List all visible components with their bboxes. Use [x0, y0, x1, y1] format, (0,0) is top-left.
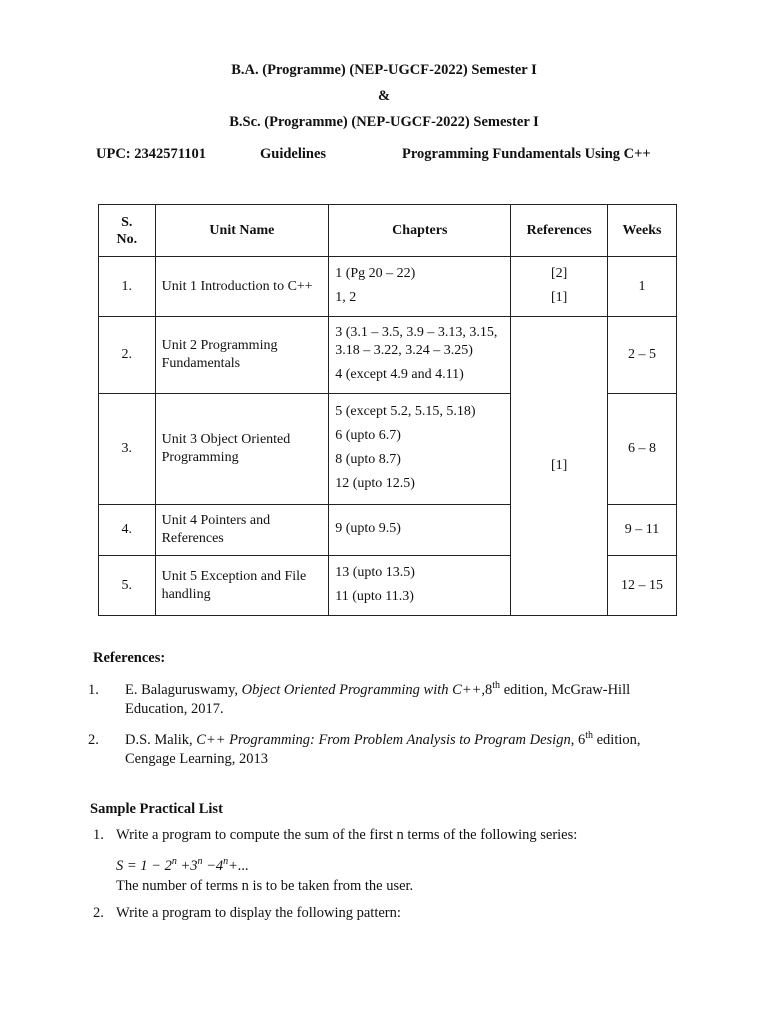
- row-unit-name: Unit 4 Pointers and References: [155, 505, 329, 556]
- row-chapters: [329, 317, 511, 394]
- chapter-entry: 1, 2: [335, 289, 357, 305]
- units-table: [98, 204, 677, 616]
- formula-exponent: n: [223, 856, 229, 868]
- row-sno: 5.: [99, 556, 156, 616]
- practical-text: Write a program to display the following pattern:: [116, 905, 401, 921]
- header-unit-name: Unit Name: [155, 205, 329, 257]
- reference-text: [125, 731, 685, 769]
- chapter-entry: 5 (except 5.2, 5.15, 5.18): [335, 404, 476, 419]
- reference-entry: [2]: [551, 265, 568, 281]
- row-chapters: [329, 257, 511, 317]
- row-weeks: 6 – 8: [607, 394, 676, 505]
- practical-heading: Sample Practical List: [90, 801, 223, 817]
- table-header-row: [99, 205, 677, 257]
- row-unit-name: Unit 1 Introduction to C++: [155, 257, 329, 317]
- row-weeks: 2 – 5: [607, 317, 676, 394]
- row-chapters: [329, 556, 511, 616]
- chapter-entry: 1 (Pg 20 – 22): [335, 265, 416, 281]
- header-sno-line1: S.: [121, 214, 133, 230]
- guidelines-label: Guidelines: [260, 146, 327, 162]
- series-formula: [116, 858, 249, 875]
- formula-exponent: n: [197, 856, 203, 868]
- chapter-entry: 6 (upto 6.7): [335, 428, 401, 443]
- reference-publisher: edition, McGraw-Hill Education, 2017.: [125, 682, 631, 717]
- header-sno-line2: No.: [116, 231, 138, 247]
- chapter-entry: 13 (upto 13.5): [335, 564, 415, 580]
- row-sno: 4.: [99, 505, 156, 556]
- header-weeks: Weeks: [607, 205, 676, 257]
- references-heading: References:: [93, 650, 166, 666]
- row-weeks: 12 – 15: [607, 556, 676, 616]
- chapter-entry: 12 (upto 12.5): [335, 476, 415, 491]
- row-unit-name: Unit 3 Object Oriented Programming: [155, 394, 329, 505]
- row-chapters: [329, 394, 511, 505]
- upc-code: UPC: 2342571101: [96, 146, 206, 162]
- reference-author: E. Balaguruswamy,: [125, 682, 242, 698]
- practical-number: 2.: [93, 905, 104, 921]
- row-unit-name: Unit 2 Programming Fundamentals: [155, 317, 329, 394]
- reference-author: D.S. Malik,: [125, 732, 197, 748]
- header-chapters: Chapters: [329, 205, 511, 257]
- reference-edition: 8: [485, 682, 493, 698]
- course-title: Programming Fundamentals Using C++: [402, 146, 651, 162]
- formula-part: +...: [228, 858, 249, 874]
- formula-part: +3: [176, 858, 198, 874]
- formula-part: −4: [202, 858, 224, 874]
- practical-note: The number of terms n is to be taken from the user.: [116, 878, 414, 894]
- reference-book-title: C++ Programming: From Problem Analysis to Program Design: [196, 732, 571, 748]
- chapter-entry: 4 (except 4.9 and 4.11): [335, 367, 464, 382]
- reference-text: [125, 681, 685, 719]
- row-sno: 2.: [99, 317, 156, 394]
- practical-number: 1.: [93, 827, 104, 843]
- formula-part: S = 1 − 2: [116, 858, 172, 874]
- chapter-entry: 8 (upto 8.7): [335, 452, 401, 467]
- header-line-3: B.Sc. (Programme) (NEP-UGCF-2022) Semester I: [229, 114, 539, 130]
- header-sno: [99, 205, 156, 257]
- reference-book-title: Object Oriented Programming with C++,: [241, 682, 486, 698]
- row-sno: 1.: [99, 257, 156, 317]
- header-ampersand: &: [377, 88, 391, 104]
- row-weeks: 9 – 11: [607, 505, 676, 556]
- practical-text: Write a program to compute the sum of the first n terms of the following series:: [116, 827, 578, 843]
- row-references: [511, 257, 608, 317]
- reference-publisher: edition, Cengage Learning, 2013: [125, 732, 641, 767]
- table-row: [99, 317, 677, 394]
- row-weeks: 1: [607, 257, 676, 317]
- row-chapters: [329, 505, 511, 556]
- header-line-1: B.A. (Programme) (NEP-UGCF-2022) Semester I: [231, 62, 537, 78]
- reference-edition-suffix: th: [492, 680, 501, 692]
- row-sno: 3.: [99, 394, 156, 505]
- reference-edition-suffix: th: [585, 730, 593, 742]
- header-references: References: [511, 205, 608, 257]
- reference-entry: [1]: [551, 289, 568, 305]
- chapter-entry: 11 (upto 11.3): [335, 588, 414, 604]
- reference-edition: , 6: [570, 732, 586, 748]
- reference-number: 1.: [88, 682, 99, 698]
- reference-number: 2.: [88, 732, 99, 748]
- chapter-entry: 3 (3.1 – 3.5, 3.9 – 3.13, 3.15, 3.18 – 3.22, 3.24 – 3.25): [335, 325, 498, 358]
- merged-references: [1]: [511, 317, 608, 616]
- formula-exponent: n: [171, 856, 177, 868]
- chapter-entry: 9 (upto 9.5): [335, 521, 401, 536]
- table-row: [99, 257, 677, 317]
- row-unit-name: Unit 5 Exception and File handling: [155, 556, 329, 616]
